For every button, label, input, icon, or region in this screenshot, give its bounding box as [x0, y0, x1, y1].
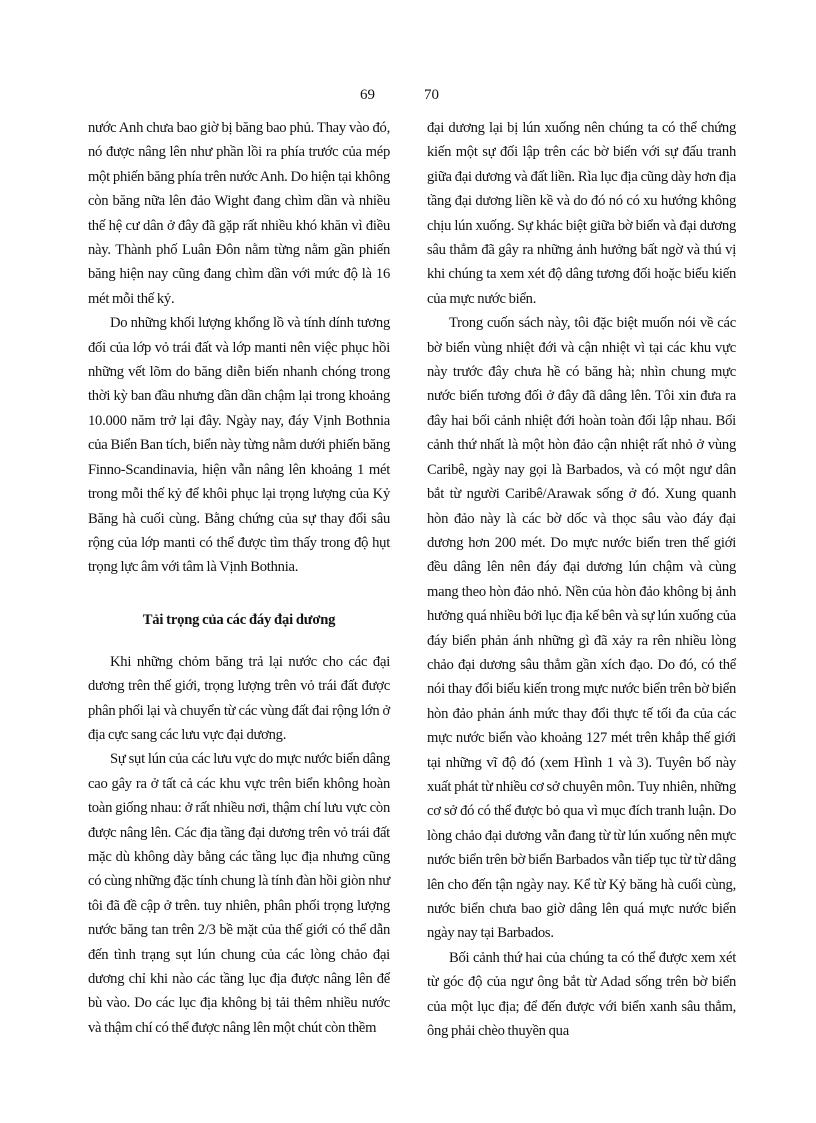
page-number-left: 69	[360, 87, 375, 103]
right-column	[427, 116, 736, 1043]
paragraph: Khi những chỏm băng trả lại nước cho các đại dương trên thế giới, trọng lượng trên vỏ trái đất được phân phối lại và chuyển từ các vùng đất đai rộng lớn ở địa cực sang các lưu vực đại dương.	[88, 653, 390, 743]
section-heading: Tải trọng của các đáy đại dương	[142, 611, 336, 628]
page-number-right: 70	[424, 87, 439, 103]
left-column	[88, 116, 390, 1040]
paragraph: Sự sụt lún của các lưu vực do mực nước biển dâng cao gây ra ở tất cả các khu vực trên biển không hoàn toàn giống nhau: ở rất nhiều nơi, thậm chí lưu vực còn được nâng lên. Các địa tầng đại dương trên vỏ trái đất mặc dù không dày bằng các tầng lục địa nhưng cũng có cùng những đặc tính chung là tính đàn hồi giòn như tôi đã đề cập ở trên. tuy nhiên, phân phối trọng lượng nước băng tan trên 2/3 bề mặt của thế giới có thể dẫn đến tình trạng sụt lún chung của các lòng chảo đại dương chỉ khi nào các tầng lục địa được nâng lên để bù vào. Do các lục địa không bị tải thêm nhiều nước và thậm chí có thể được nâng lên một chút còn thềm	[88, 751, 390, 1036]
paragraph: Trong cuốn sách này, tôi đặc biệt muốn nói về các bờ biển vùng nhiệt đới và cận nhiệt vì tại các khu vực này trước đây chưa hề có băng hà; nhìn chung mực nước biển tương đối ở đây đã dâng lên. Tôi xin đưa ra đây hai bối cảnh nhiệt đới hoàn toàn đối lập nhau. Bối cảnh thứ nhất là một hòn đảo cận nhiệt rất nhỏ ở vùng Caribê, ngày nay gọi là Barbados, và có một ngư dân bắt từ người Caribê/Arawak sống ở đó. Xung quanh hòn đảo này là các bờ dốc và thọc sâu vào đáy đại dương hơn 200 mét. Do mực nước biển tren thế giới đều dâng lên nên đáy đại dương lún chậm và cùng mang theo hòn đảo nhỏ. Nền của hòn đảo không bị ảnh hưởng quá nhiều bởi lục địa kế bên và sự lún xuống của đáy biển phản ánh những gì đã xảy ra rên nhiều lòng chảo đại dương sâu thẳm gần xích đạo. Do đó, có thể nói thay đổi biểu kiến trong mực nước biển trên bờ biển hòn đảo phản ánh mức thay đổi thực tế tối đa của các mực nước biển vào khoảng 127 mét trên khắp thế giới tại những vĩ độ đó (xem Hình 1 và 3). Tuyên bố này xuất phát từ nhiều cơ sở chuyên môn. Tuy nhiên, những cơ sở đó có thể được bỏ qua vì mục đích tranh luận. Do lòng chảo đại dương vẫn đang từ từ lún xuống nên mực nước biển trên bờ biển Barbados vẫn tiếp tục từ từ dâng lên cho đến tận ngày nay. Kể từ Kỷ băng hà cuối cùng, nước biển chưa bao giờ dâng lên quá mực nước biển ngày nay tại Barbados.	[427, 315, 736, 942]
paragraph: đại dương lại bị lún xuống nên chúng ta có thể chứng kiến một sự đối lập trên các bờ biển với sự đấu tranh giữa đại dương và đất liền. Rìa lục địa cũng dày hơn địa tầng đại dương liền kề và do đó nó có xu hướng không chịu lún xuống. Sự khác biệt giữa bờ biển và đại dương sâu thẳm đã gây ra những ảnh hưởng bất ngờ và thú vị khi chúng ta xem xét độ dâng tương đối hoặc biểu kiến của mực nước biển.	[427, 120, 736, 307]
paragraph: Bối cảnh thứ hai của chúng ta có thể được xem xét từ góc độ của ngư ông bắt từ Adad sống trên bờ biển của một lục địa; để đến được với biển xanh sâu thẳm, ông phải chèo thuyền qua	[427, 949, 736, 1040]
paragraph: nước Anh chưa bao giờ bị băng bao phủ. Thay vào đó, nó được nâng lên như phần lồi ra phía trước của mép một phiến băng phía trên nước Anh. Do hiện tại không còn băng nữa lên đảo Wight đang chìm dần và nhiều thế hệ cư dân ở đây đã gặp rất nhiều khó khăn vì điều này. Thành phố Luân Đôn nằm từng nằm gần phiến băng hiện nay cũng đang chìm dần với mức độ là 16 mét mỗi thế kỷ.	[88, 120, 390, 307]
paragraph: Do những khối lượng khổng lồ và tính dính tương đối của lớp vỏ trái đất và lớp manti nên việc phục hồi những vết lõm do băng diễn biến nhanh chóng trong thời kỳ ban đầu nhưng dần dần chậm lại trong khoảng 10.000 năm trở lại đây. Ngày nay, đáy Vịnh Bothnia của Biển Ban tích, biển này từng nằm dưới phiến băng Finno-Scandinavia, hiện vẫn nâng lên khoảng 1 mét trong mỗi thế kỷ để khôi phục lại trọng lượng của Kỷ Băng hà cuối cùng. Bằng chứng của sự thay đổi sâu rộng của lớp manti có thể được tìm thấy trong độ hụt trọng lực âm với tâm là Vịnh Bothnia.	[88, 315, 390, 576]
